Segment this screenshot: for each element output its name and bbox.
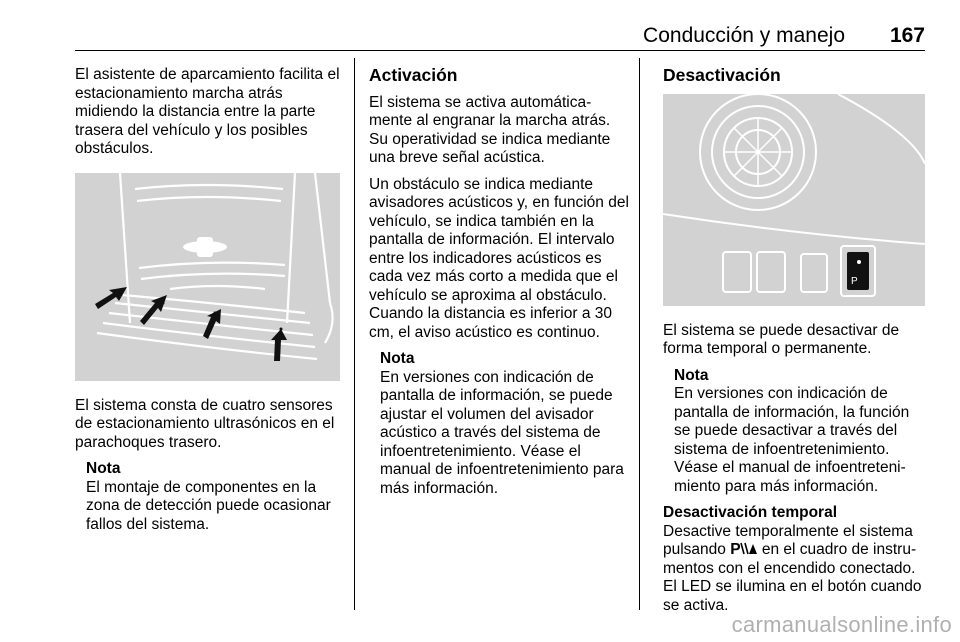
temporary-deactivation-paragraph: Desactive temporalmente el sistema pulsando P en el cuadro de instru-mentos con el encendido conectado. El LED se ilumina en el botón cuando se activa. [663,522,922,614]
page-number: 167 [889,24,925,47]
note-text: En versiones con indicación de pantalla de información, la función se puede desactivar a través del sistema de infoentretenimiento. Véase el manual de infoentreteni-miento para más información. [674,385,910,495]
intro-paragraph: El asistente de aparcamiento facilita el estacionamiento marcha atrás midiendo la distancia entre la parte trasera del vehículo y los posibles obstáculos. [75,66,340,157]
activation-paragraph-1: El sistema se activa automática-mente al engranar la marcha atrás. Su operatividad se indica mediante una breve señal acústica. [369,93,611,166]
rear-bumper-figure [75,173,340,381]
section-title: Conducción y manejo [643,24,845,47]
activation-heading: Activación [369,65,458,85]
column-divider [354,58,355,610]
column-left [75,66,341,542]
note-title: Nota [674,366,709,384]
deactivation-paragraph: El sistema se puede desactivar de forma temporal o permanente. [663,321,900,357]
note-title: Nota [380,350,415,367]
watermark: carmanualsonline.info [731,612,952,637]
parking-assist-icon: P [730,541,757,560]
dashboard-switch-figure [663,94,925,306]
column-right [663,66,927,623]
switch-label: P [851,275,858,287]
note-text: El montaje de componentes en la zona de detección puede ocasionar fallos del sistema. [86,478,331,533]
activation-paragraph-2: Un obstáculo se indica mediante avisadores acústicos y, en función del vehículo, se indica también en la pantalla de información. El intervalo entre los indicadores acústicos es cada vez más corto a medida que el vehículo se aproxima al obstáculo. Cuando la distancia es inferior a 30 cm, el aviso acústico es continuo. [369,175,629,341]
note-box [369,350,633,498]
temporary-deactivation-heading: Desactivación temporal [663,504,838,521]
page-header [75,22,925,51]
note-title: Nota [86,460,121,477]
note-text: En versiones con indicación de pantalla de información, se puede ajustar el volumen del avisador acústico a través del sistema de infoentretenimiento. Véase el manual de infoentretenimiento para más información. [380,368,624,497]
sensors-paragraph: El sistema consta de cuatro sensores de estacionamiento ultrasónicos en el parachoques trasero. [75,396,335,451]
note-box [75,460,341,534]
column-divider [639,58,640,610]
column-middle [369,66,633,506]
deactivation-heading: Desactivación [663,65,781,85]
note-box [663,367,927,497]
